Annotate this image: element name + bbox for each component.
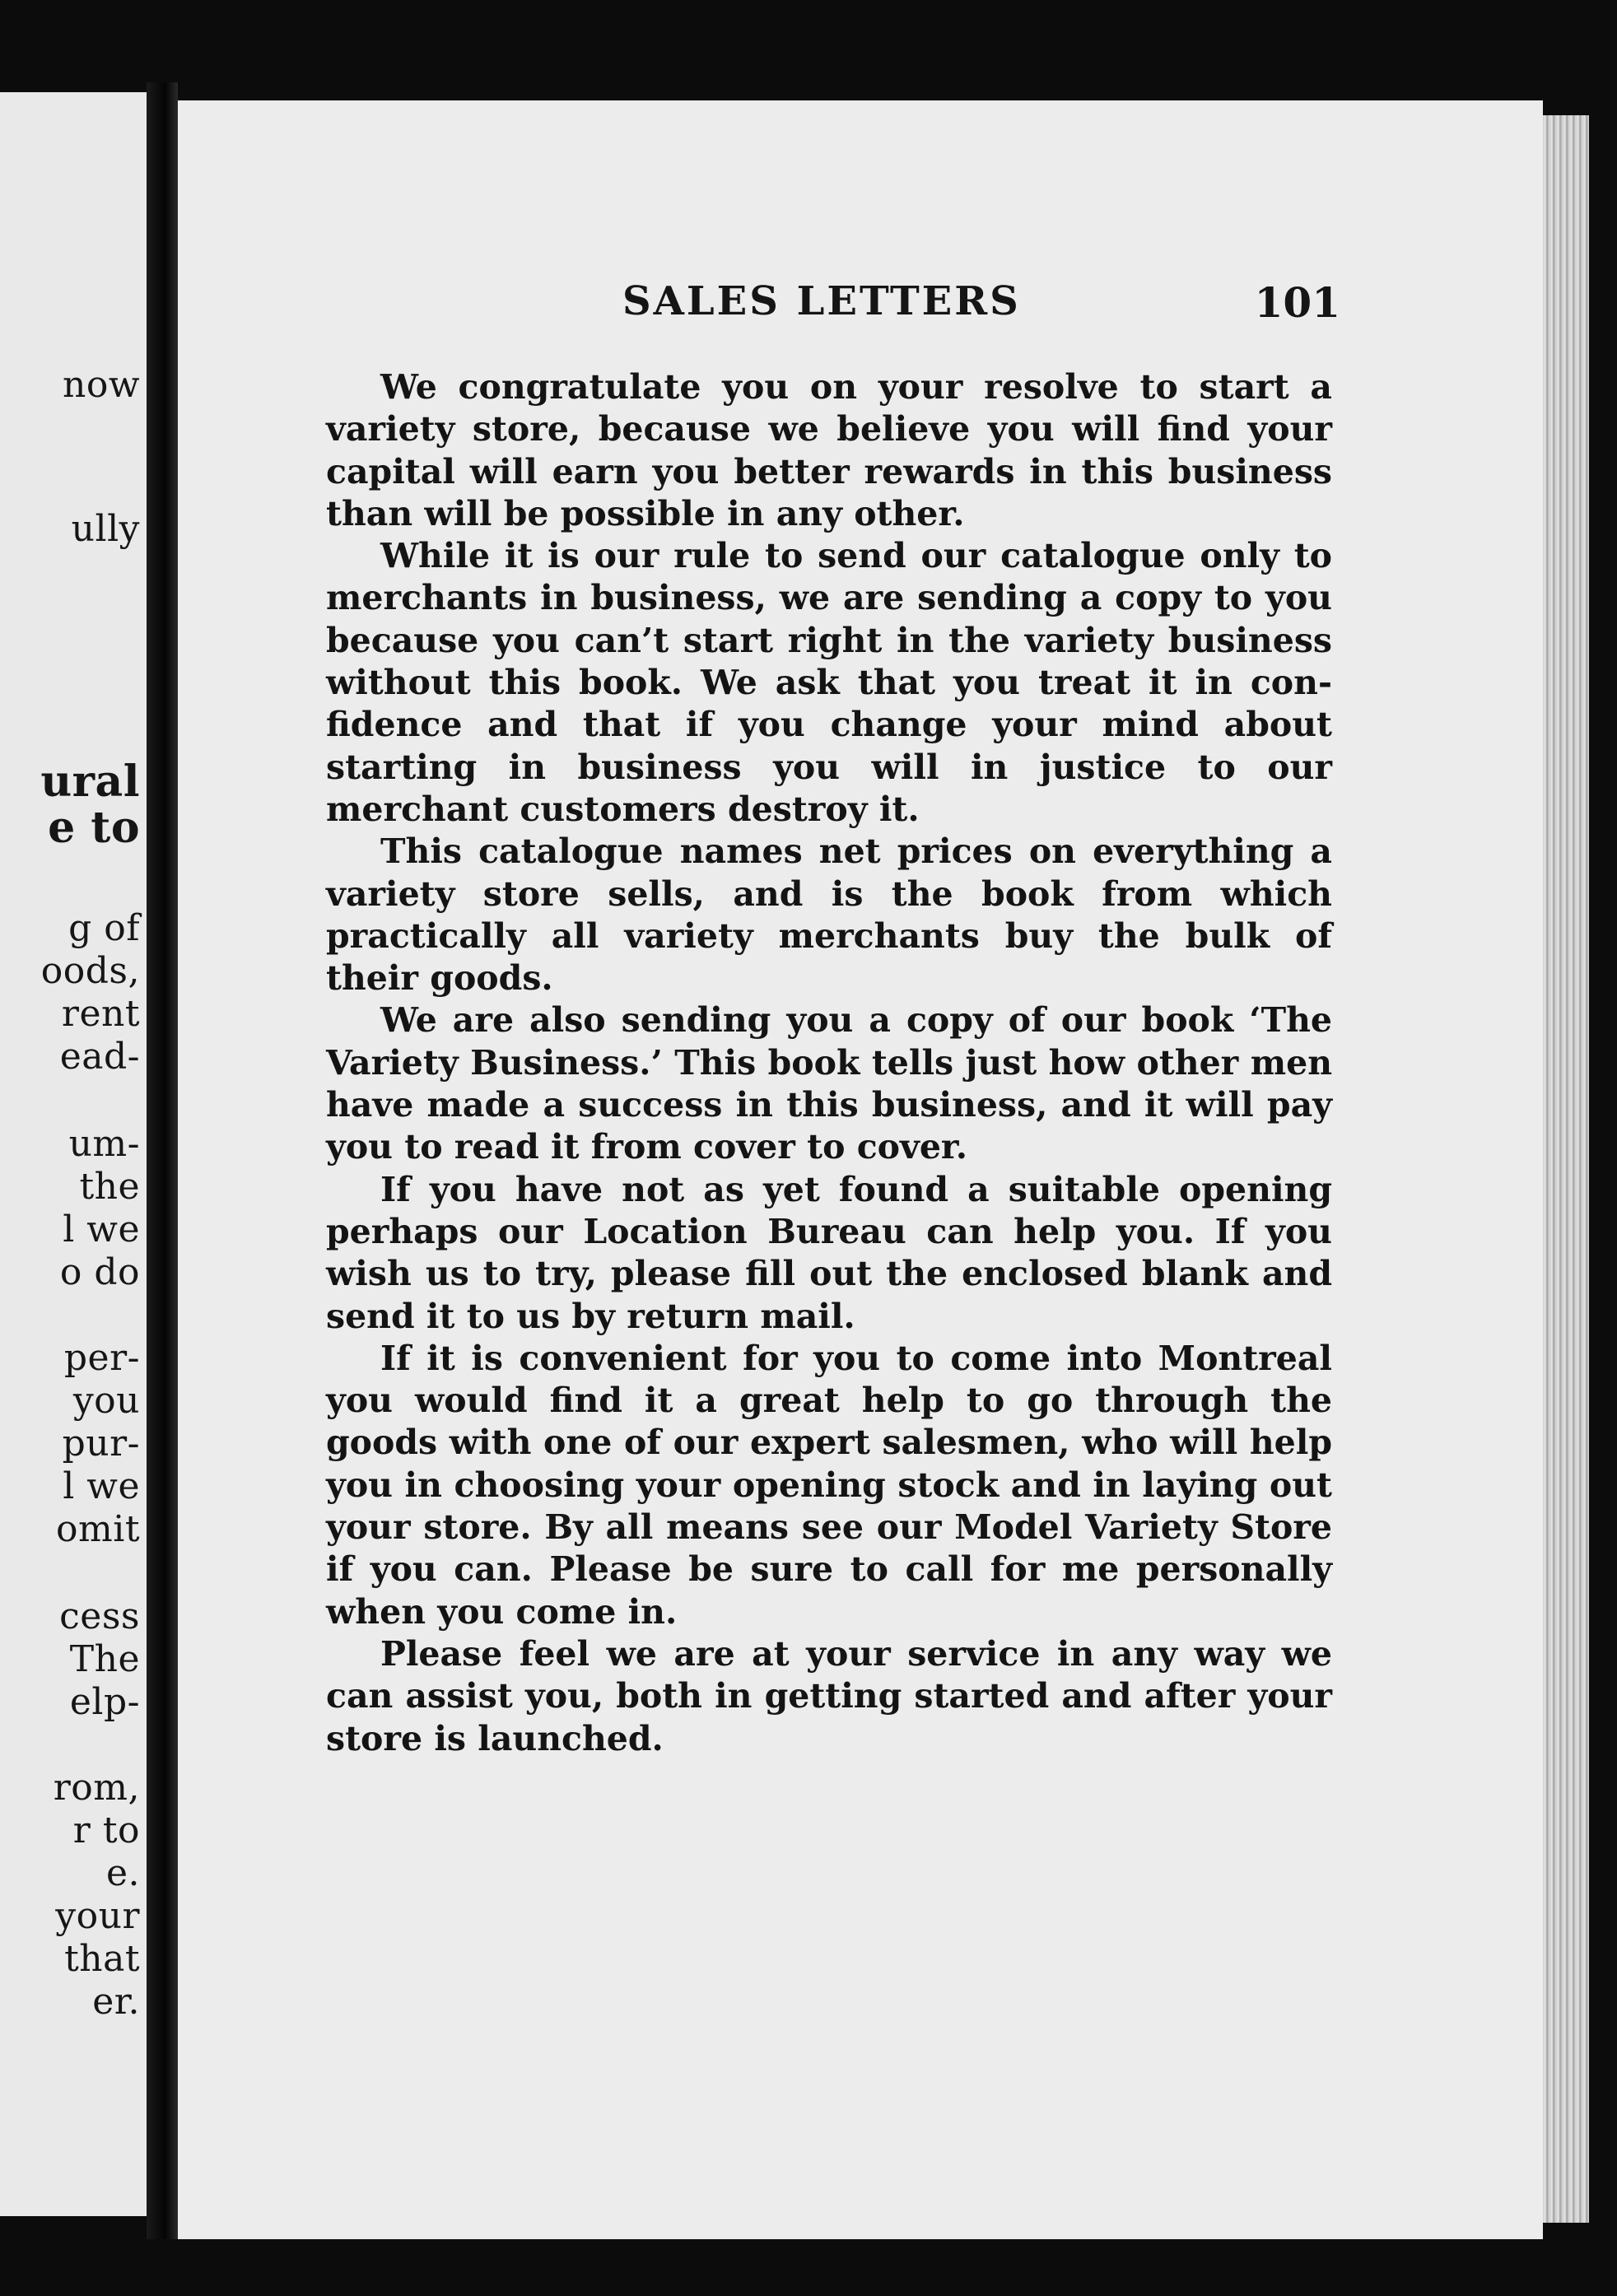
facing-page-fragment: cess bbox=[59, 1595, 140, 1637]
facing-page-fragment: you bbox=[72, 1380, 140, 1422]
facing-page-fragment: the bbox=[79, 1166, 140, 1208]
page-edge-stack bbox=[1543, 115, 1589, 2223]
book-binding-gutter bbox=[147, 82, 178, 2239]
facing-page-fragment: now bbox=[63, 364, 140, 406]
letter-paragraph: If you have not as yet found a suitable opening perhaps our Location Bureau can help you. If you wish us to try, please fill out the enclosed blank and send it to us by return mail. bbox=[326, 1169, 1332, 1336]
letter-paragraph: We are also sending you a copy of our book ‘The Variety Business.’ This book tells just how other men have made a success in this business, and it will pay you to read it from cover to cover. bbox=[326, 1000, 1332, 1167]
facing-page-fragment: er. bbox=[92, 1981, 140, 2023]
facing-page-fragment: oods, bbox=[40, 950, 140, 992]
facing-page-fragment: l we bbox=[63, 1209, 140, 1250]
facing-page-fragment: um- bbox=[68, 1123, 140, 1165]
facing-page-fragment: your bbox=[55, 1895, 140, 1937]
facing-page-fragment: e. bbox=[105, 1852, 140, 1894]
running-title: SALES LETTERS bbox=[622, 278, 1021, 324]
facing-page-fragment: r to bbox=[72, 1809, 140, 1851]
letter-paragraph: Please feel we are at your service in any way we can assist you, both in getting started and after your store is launched. bbox=[326, 1633, 1332, 1758]
facing-page-fragment: ead- bbox=[59, 1036, 140, 1078]
facing-page-fragment: omit bbox=[56, 1508, 140, 1550]
facing-page-left bbox=[0, 92, 147, 2216]
facing-page-fragment: rent bbox=[61, 993, 140, 1035]
facing-page-fragment: rom, bbox=[53, 1767, 140, 1809]
running-head bbox=[441, 278, 1347, 336]
facing-page-fragment: pur- bbox=[62, 1423, 140, 1465]
facing-page-fragment: o do bbox=[59, 1251, 140, 1293]
facing-page-fragment: elp- bbox=[69, 1681, 140, 1723]
facing-page-fragment: ully bbox=[71, 508, 140, 550]
sales-letter-body bbox=[326, 366, 1332, 1760]
letter-paragraph: If it is convenient for you to come into Montreal you would find it a great help to go through the goods with one of our expert salesmen, who will help you in choosing your opening stock and in laying out your store. By all means see our Model Variety Store if you can. Please be sure to call for me personally when you come in. bbox=[326, 1338, 1332, 1632]
facing-page-fragment: The bbox=[69, 1638, 140, 1680]
letter-paragraph: While it is our rule to send our catalogue only to merchants in business, we are sending a copy to you because you can’t start right in the variety business without this book. We ask that you treat it in confidence and that if you change your mind about starting in business you will in justice to our merchant customers destroy it. bbox=[326, 536, 1332, 829]
letter-paragraph: We congratulate you on your resolve to start a variety store, because we believe you will find your capital will earn you better rewards in this business than will be possible in any other. bbox=[326, 367, 1332, 533]
facing-page-fragment: per- bbox=[63, 1337, 140, 1379]
facing-page-fragment: ural bbox=[40, 757, 140, 807]
facing-page-fragment: g of bbox=[68, 907, 140, 949]
letter-paragraph: This catalogue names net prices on everything a variety store sells, and is the book from which practically all variety merchants buy the bulk of their goods. bbox=[326, 831, 1332, 999]
page-number: 101 bbox=[1254, 278, 1340, 327]
facing-page-fragment: e to bbox=[48, 803, 140, 853]
facing-page-fragment: that bbox=[64, 1938, 140, 1980]
facing-page-fragment: l we bbox=[63, 1465, 140, 1507]
